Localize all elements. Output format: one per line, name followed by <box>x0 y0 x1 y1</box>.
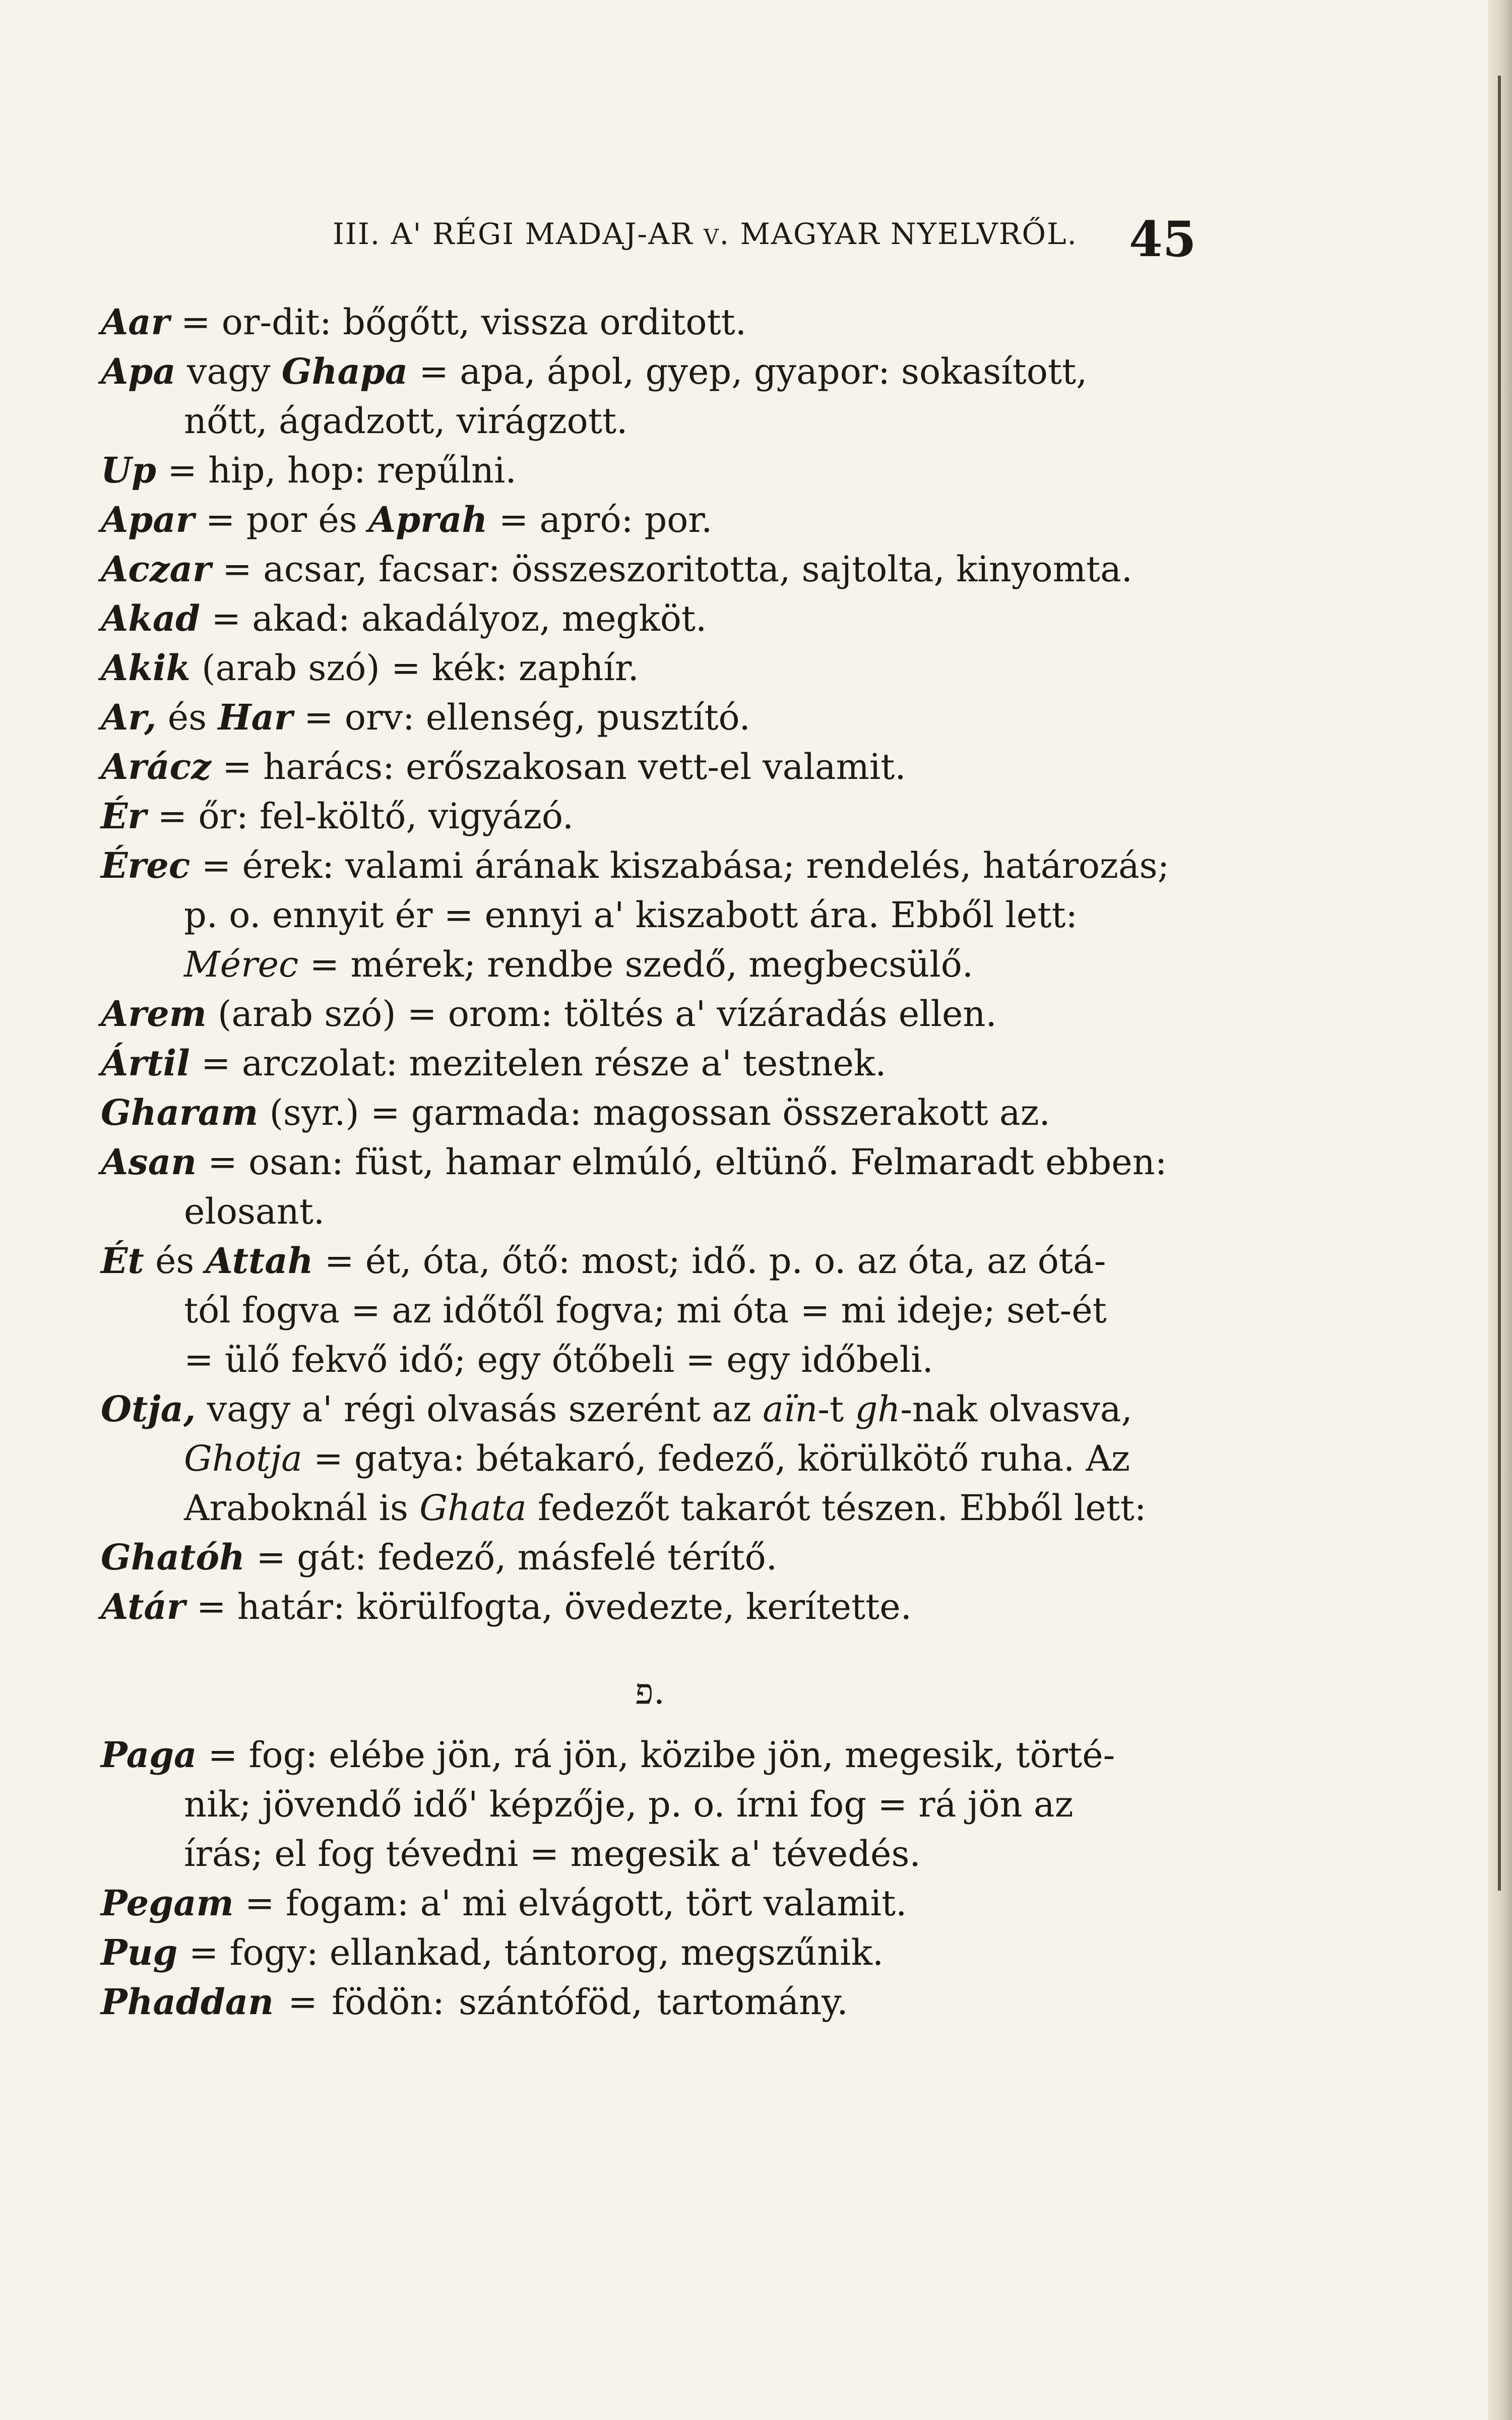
page-number: 45 <box>1129 211 1196 268</box>
continuation-line <box>101 890 1260 940</box>
entry-line <box>101 1236 1260 1286</box>
entry-text: = harács: erőszakosan vett-el valamit. <box>211 746 906 788</box>
entry-line <box>101 297 1260 347</box>
continuation-line <box>101 396 1260 446</box>
entry-text: nik; jövendő idő' képzője, p. o. írni fog = rá jön az <box>184 1784 1074 1825</box>
entry-line <box>101 841 1260 890</box>
entry-line <box>101 1533 1260 1582</box>
entry-text: = or-dit: bőgőtt, vissza orditott. <box>169 301 747 343</box>
entry-text: = acsar, facsar: összeszoritotta, sajtolta, kinyomta. <box>211 549 1133 590</box>
continuation-line <box>101 1187 1260 1236</box>
entry-line <box>101 347 1260 396</box>
page-header <box>0 211 1512 277</box>
entry-line <box>101 742 1260 792</box>
italic-word: Ghata <box>419 1487 527 1529</box>
entry-text: (syr.) = garmada: magossan összerakott az. <box>258 1092 1050 1133</box>
headword: Apa <box>101 350 176 392</box>
headword: Akad <box>101 597 201 639</box>
connector-text: -t <box>817 1388 855 1430</box>
entry-text: elosant. <box>184 1191 325 1232</box>
connector-text: és <box>156 697 218 738</box>
continuation-line <box>101 1335 1260 1384</box>
headword: Apar <box>101 499 195 540</box>
entry-line <box>101 693 1260 742</box>
entry-text: = arczolat: mezitelen része a' testnek. <box>190 1043 887 1084</box>
headword: Pug <box>101 1931 178 1973</box>
headword: Arem <box>101 993 207 1035</box>
entry-line <box>101 1879 1260 1928</box>
headword: Paga <box>101 1734 197 1776</box>
headword: Pegam <box>101 1882 234 1924</box>
continuation-line <box>101 1483 1260 1533</box>
headword: Ghatóh <box>101 1536 245 1578</box>
entry-text: írás; el fog tévedni = megesik a' tévedés. <box>184 1833 921 1874</box>
entry-text: = hip, hop: repűlni. <box>156 450 517 491</box>
headword: Ar, <box>101 696 157 738</box>
entry-line <box>101 594 1260 643</box>
headword: Phaddan <box>101 1981 274 2023</box>
entry-text: (arab szó) = kék: zaphír. <box>190 647 639 689</box>
entry-text: tól fogva = az időtől fogva; mi óta = mi ideje; set-ét <box>184 1290 1107 1331</box>
entry-line <box>101 1582 1260 1631</box>
headword: Attah <box>205 1240 313 1282</box>
entry-text: fedezőt takarót tészen. Ebből lett: <box>526 1487 1147 1529</box>
headword: Akik <box>101 647 191 689</box>
entry-text: = őr: fel-költő, vigyázó. <box>146 796 574 837</box>
italic-word: Mérec <box>184 944 299 985</box>
entry-line <box>101 1039 1260 1088</box>
entry-line <box>101 495 1260 544</box>
entry-text: = határ: körülfogta, övedezte, kerítette. <box>185 1586 912 1627</box>
entry-line <box>101 1730 1260 1780</box>
entry-text: = apró: por. <box>487 499 713 540</box>
running-head: III. A' RÉGI MADAJ-AR v. MAGYAR NYELVRŐL. <box>333 217 1078 251</box>
entry-text: = fog: elébe jön, rá jön, közibe jön, megesik, törté- <box>197 1734 1115 1776</box>
entry-line <box>101 1384 1260 1434</box>
headword: Gharam <box>101 1092 259 1133</box>
continuation-line <box>101 1780 1260 1829</box>
entry-line <box>101 643 1260 693</box>
entry-line <box>101 1977 1260 2027</box>
entry-text: = érek: valami árának kiszabása; rendelés, határozás; <box>190 845 1170 886</box>
connector-text: vagy a' régi olvasás szerént az <box>196 1388 763 1430</box>
connector-text: = por és <box>194 499 368 540</box>
entry-text: = gatya: bétakaró, fedező, körülkötő ruha. Az <box>302 1438 1130 1479</box>
headword: Atár <box>101 1586 185 1627</box>
entry-text: = fogy: ellankad, tántorog, megszűnik. <box>177 1932 884 1973</box>
entry-text: nőtt, ágadzott, virágzott. <box>184 400 628 442</box>
headword: Har <box>218 696 293 738</box>
entry-text: = fogam: a' mi elvágott, tört valamit. <box>233 1883 907 1924</box>
continuation-line <box>101 1434 1260 1483</box>
entry-text: = orv: ellenség, pusztító. <box>292 697 750 738</box>
connector-text: és <box>144 1240 206 1282</box>
entry-text: = gát: fedező, másfelé térítő. <box>244 1537 778 1578</box>
entry-text: p. o. ennyit ér = ennyi a' kiszabott ára. Ebből lett: <box>184 894 1078 936</box>
entry-line <box>101 792 1260 841</box>
entry-line <box>101 1928 1260 1977</box>
section-letter: פ. <box>635 1671 665 1712</box>
headword: Aprah <box>368 499 488 540</box>
continuation-line <box>101 940 1260 989</box>
page-edge-rule <box>1498 76 1501 1891</box>
headword: Otja, <box>101 1388 196 1430</box>
entry-line <box>101 544 1260 594</box>
connector-text: Araboknál is <box>184 1487 420 1529</box>
entry-text: = ét, óta, őtő: most; idő. p. o. az óta, az ótá- <box>313 1240 1106 1282</box>
entry-line <box>101 446 1260 495</box>
headword: Asan <box>101 1141 197 1183</box>
headword: Ghapa <box>281 350 408 392</box>
headword: Arácz <box>101 746 211 788</box>
headword: Ét <box>101 1240 144 1282</box>
italic-word: Ghotja <box>184 1438 302 1479</box>
entry-text: = apa, ápol, gyep, gyapor: sokasított, <box>408 351 1088 392</box>
headword: Aar <box>101 301 170 343</box>
entry-text: = akad: akadályoz, megköt. <box>200 598 707 639</box>
entry-line <box>101 1137 1260 1187</box>
headword: Érec <box>101 844 191 886</box>
entry-text: = ülő fekvő idő; egy őtőbeli = egy időbeli. <box>184 1339 933 1380</box>
italic-word: aïn <box>763 1388 818 1430</box>
entry-text: (arab szó) = orom: töltés a' vízáradás ellen. <box>206 993 997 1035</box>
entry-text: = mérek; rendbe szedő, megbecsülő. <box>298 944 974 985</box>
entry-line <box>101 1088 1260 1137</box>
headword: Aczar <box>101 548 211 590</box>
italic-word: gh <box>855 1388 901 1430</box>
connector-text: vagy <box>175 351 282 392</box>
continuation-line <box>101 1286 1260 1335</box>
entry-line <box>101 989 1260 1039</box>
entry-text: = födön: szántóföd, tartomány. <box>274 1981 848 2023</box>
continuation-line <box>101 1829 1260 1879</box>
headword: Ártil <box>101 1042 190 1084</box>
headword: Ér <box>101 795 147 837</box>
dictionary-text <box>101 297 1260 2027</box>
headword: Up <box>101 449 156 491</box>
entry-text: -nak olvasva, <box>900 1388 1132 1430</box>
entry-text: = osan: füst, hamar elmúló, eltünő. Felmaradt ebben: <box>196 1141 1167 1183</box>
